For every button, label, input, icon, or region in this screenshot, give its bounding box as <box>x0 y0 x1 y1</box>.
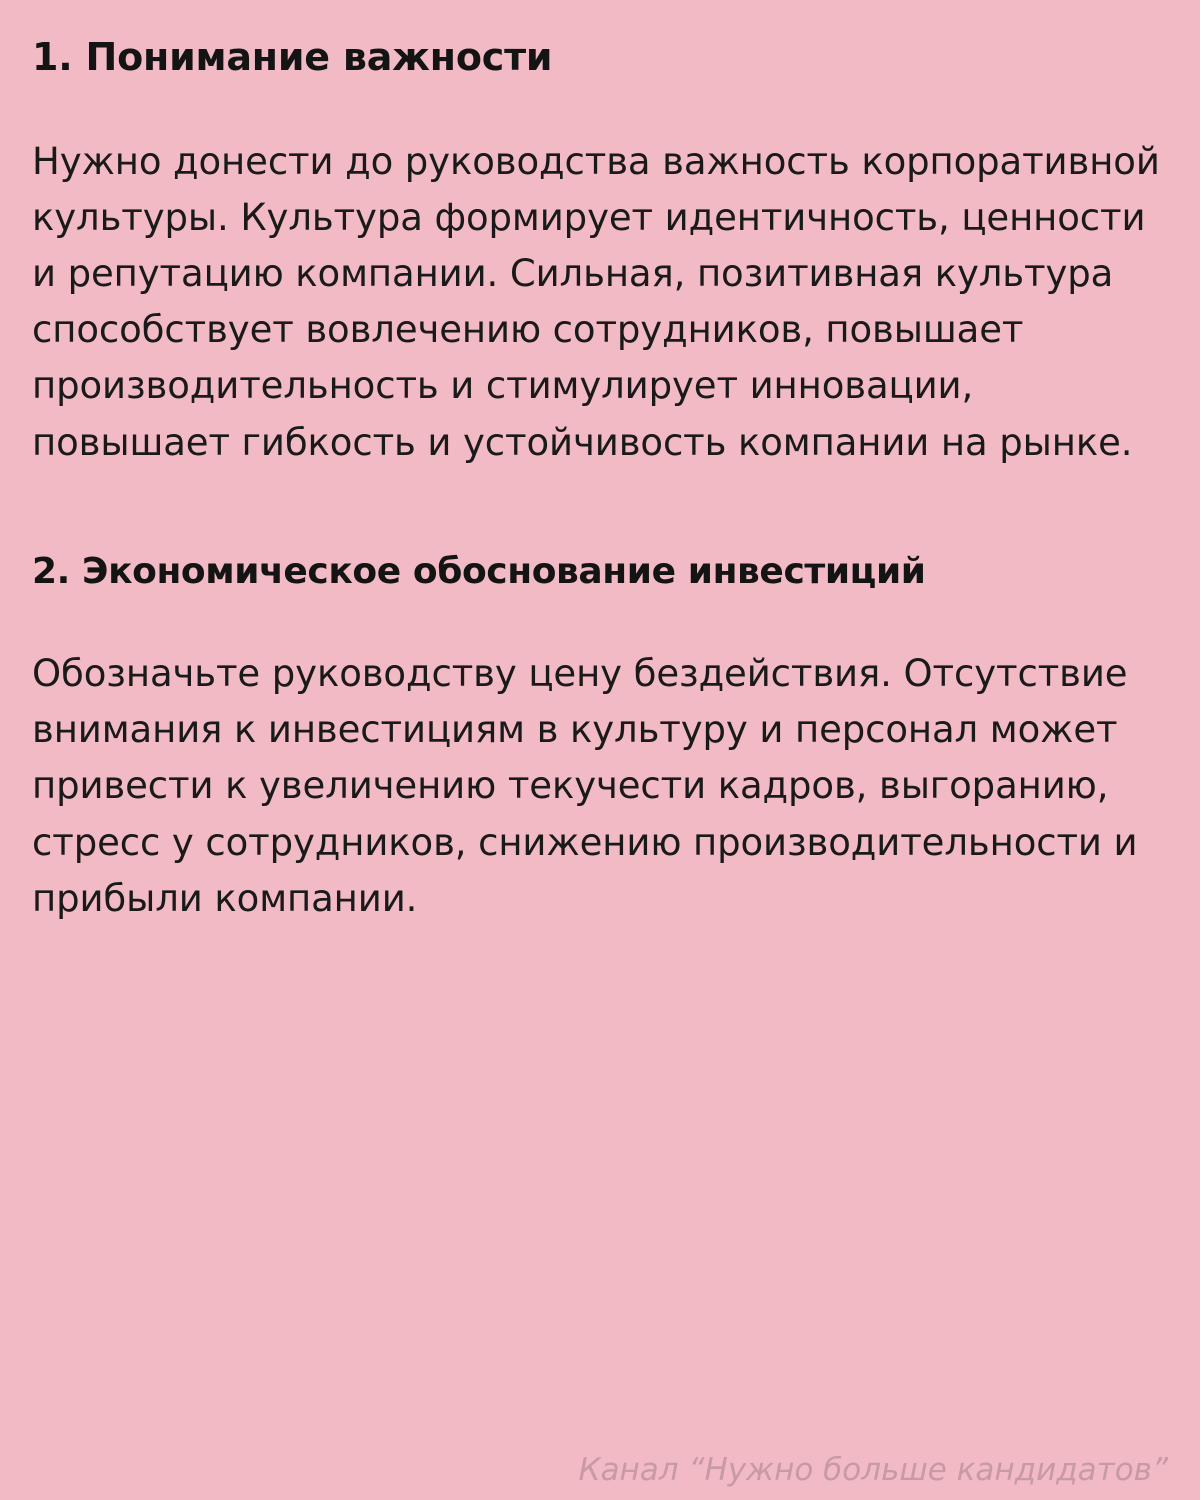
channel-credit: Канал “Нужно больше кандидатов” <box>578 1452 1168 1488</box>
section-2-heading: 2. Экономическое обоснование инвестиций <box>32 550 926 592</box>
section-2-body: Обозначьте руководству цену бездействия. Отсутствие внимания к инвестициям в культуру и персонал может привести к увеличению текучести кадров, выгоранию, стресс у сотрудников, снижению производительности и прибыли компании. <box>32 651 1138 920</box>
section-economic-justification <box>32 549 1168 927</box>
section-1-heading: 1. Понимание важности <box>32 35 553 79</box>
section-understanding-importance <box>32 34 1168 471</box>
section-1-body: Нужно донести до руководства важность корпоративной культуры. Культура формирует идентичность, ценности и репутацию компании. Сильная, позитивная культура способствует вовлечению сотрудников, повышает производительность и стимулирует инновации, повышает гибкость и устойчивость компании на рынке. <box>32 139 1160 464</box>
